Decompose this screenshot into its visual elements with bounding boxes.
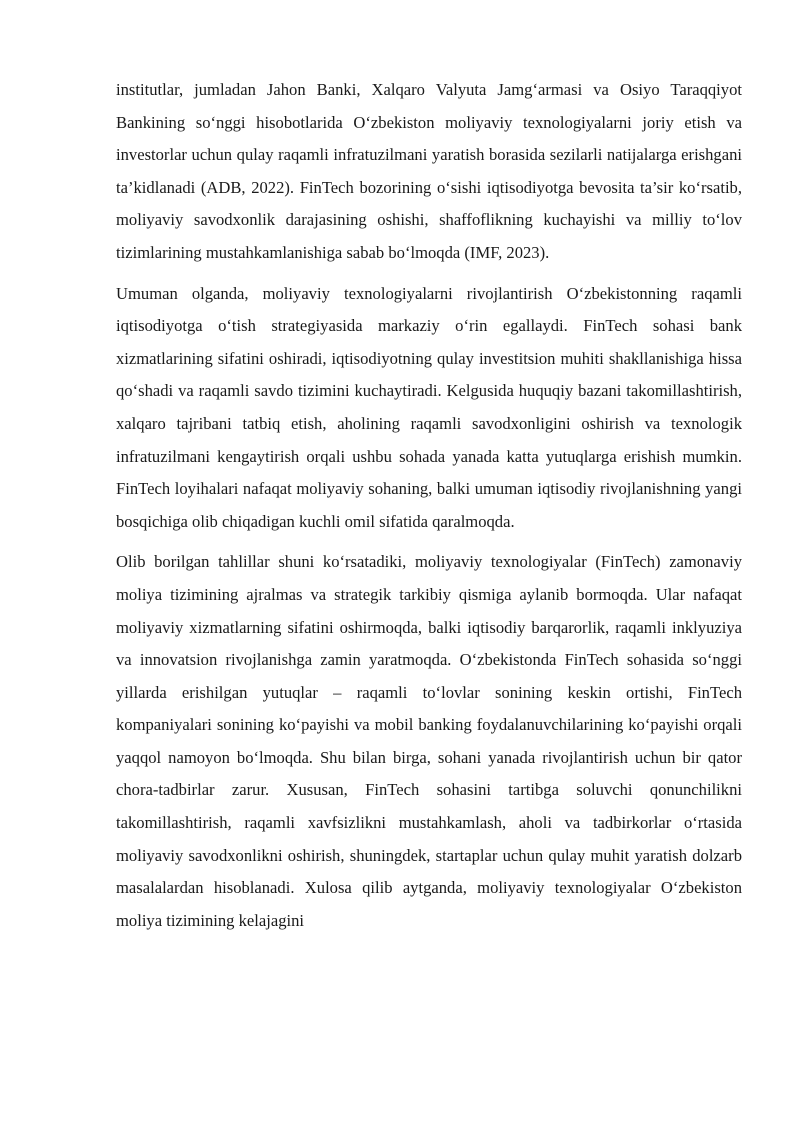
paragraph-3: Olib borilgan tahlillar shuni ko‘rsatadiki, moliyaviy texnologiyalar (FinTech) zamonaviy moliya tizimining ajralmas va strategik tarkibiy qismiga aylanib bormoqda. Ular nafaqat moliyaviy xizmatlarning sifatini oshirmoqda, balki iqtisodiy barqarorlik, raqamli inklyuziya va innovatsion rivojlanishga zamin yaratmoqda. O‘zbekistonda FinTech sohasida so‘nggi yillarda erishilgan yutuqlar – raqamli to‘lovlar sonining keskin ortishi, FinTech kompaniyalari sonining ko‘payishi va mobil banking foydalanuvchilarining ko‘payishi orqali yaqqol namoyon bo‘lmoqda. Shu bilan birga, sohani yanada rivojlantirish uchun bir qator chora-tadbirlar zarur. Xususan, FinTech sohasini tartibga soluvchi qonunchilikni takomillashtirish, raqamli xavfsizlikni mustahkamlash, aholi va tadbirkorlar o‘rtasida moliyaviy savodxonlikni oshirish, shuningdek, startaplar uchun qulay muhit yaratish dolzarb masalalardan hisoblanadi. Xulosa qilib aytganda, moliyaviy texnologiyalar O‘zbekiston moliya tizimining kelajagini [116, 552, 742, 930]
paragraph-1: institutlar, jumladan Jahon Banki, Xalqaro Valyuta Jamg‘armasi va Osiyo Taraqqiyot Bankining so‘nggi hisobotlarida O‘zbekiston moliyaviy texnologiyalarni joriy etish va investorlar uchun qulay raqamli infratuzilmani yaratish borasida sezilarli natijalarga erishgani ta’kidlanadi (ADB, 2022). FinTech bozorining o‘sishi iqtisodiyotga bevosita ta’sir ko‘rsatib, moliyaviy savodxonlik darajasining oshishi, shaffoflikning kuchayishi va milliy to‘lov tizimlarining mustahkamlanishiga sabab bo‘lmoqda (IMF, 2023). [116, 80, 742, 262]
document-body [116, 74, 742, 945]
paragraph-2: Umuman olganda, moliyaviy texnologiyalarni rivojlantirish O‘zbekistonning raqamli iqtisodiyotga o‘tish strategiyasida markaziy o‘rin egallaydi. FinTech sohasi bank xizmatlarining sifatini oshiradi, iqtisodiyotning qulay investitsion muhiti shakllanishiga hissa qo‘shadi va raqamli savdo tizimini kuchaytiradi. Kelgusida huquqiy bazani takomillashtirish, xalqaro tajribani tatbiq etish, aholining raqamli savodxonligini oshirish va texnologik infratuzilmani kengaytirish orqali ushbu sohada yanada katta yutuqlarga erishish mumkin. FinTech loyihalari nafaqat moliyaviy sohaning, balki umuman iqtisodiy rivojlanishning yangi bosqichiga olib chiqadigan kuchli omil sifatida qaralmoqda. [116, 283, 742, 531]
